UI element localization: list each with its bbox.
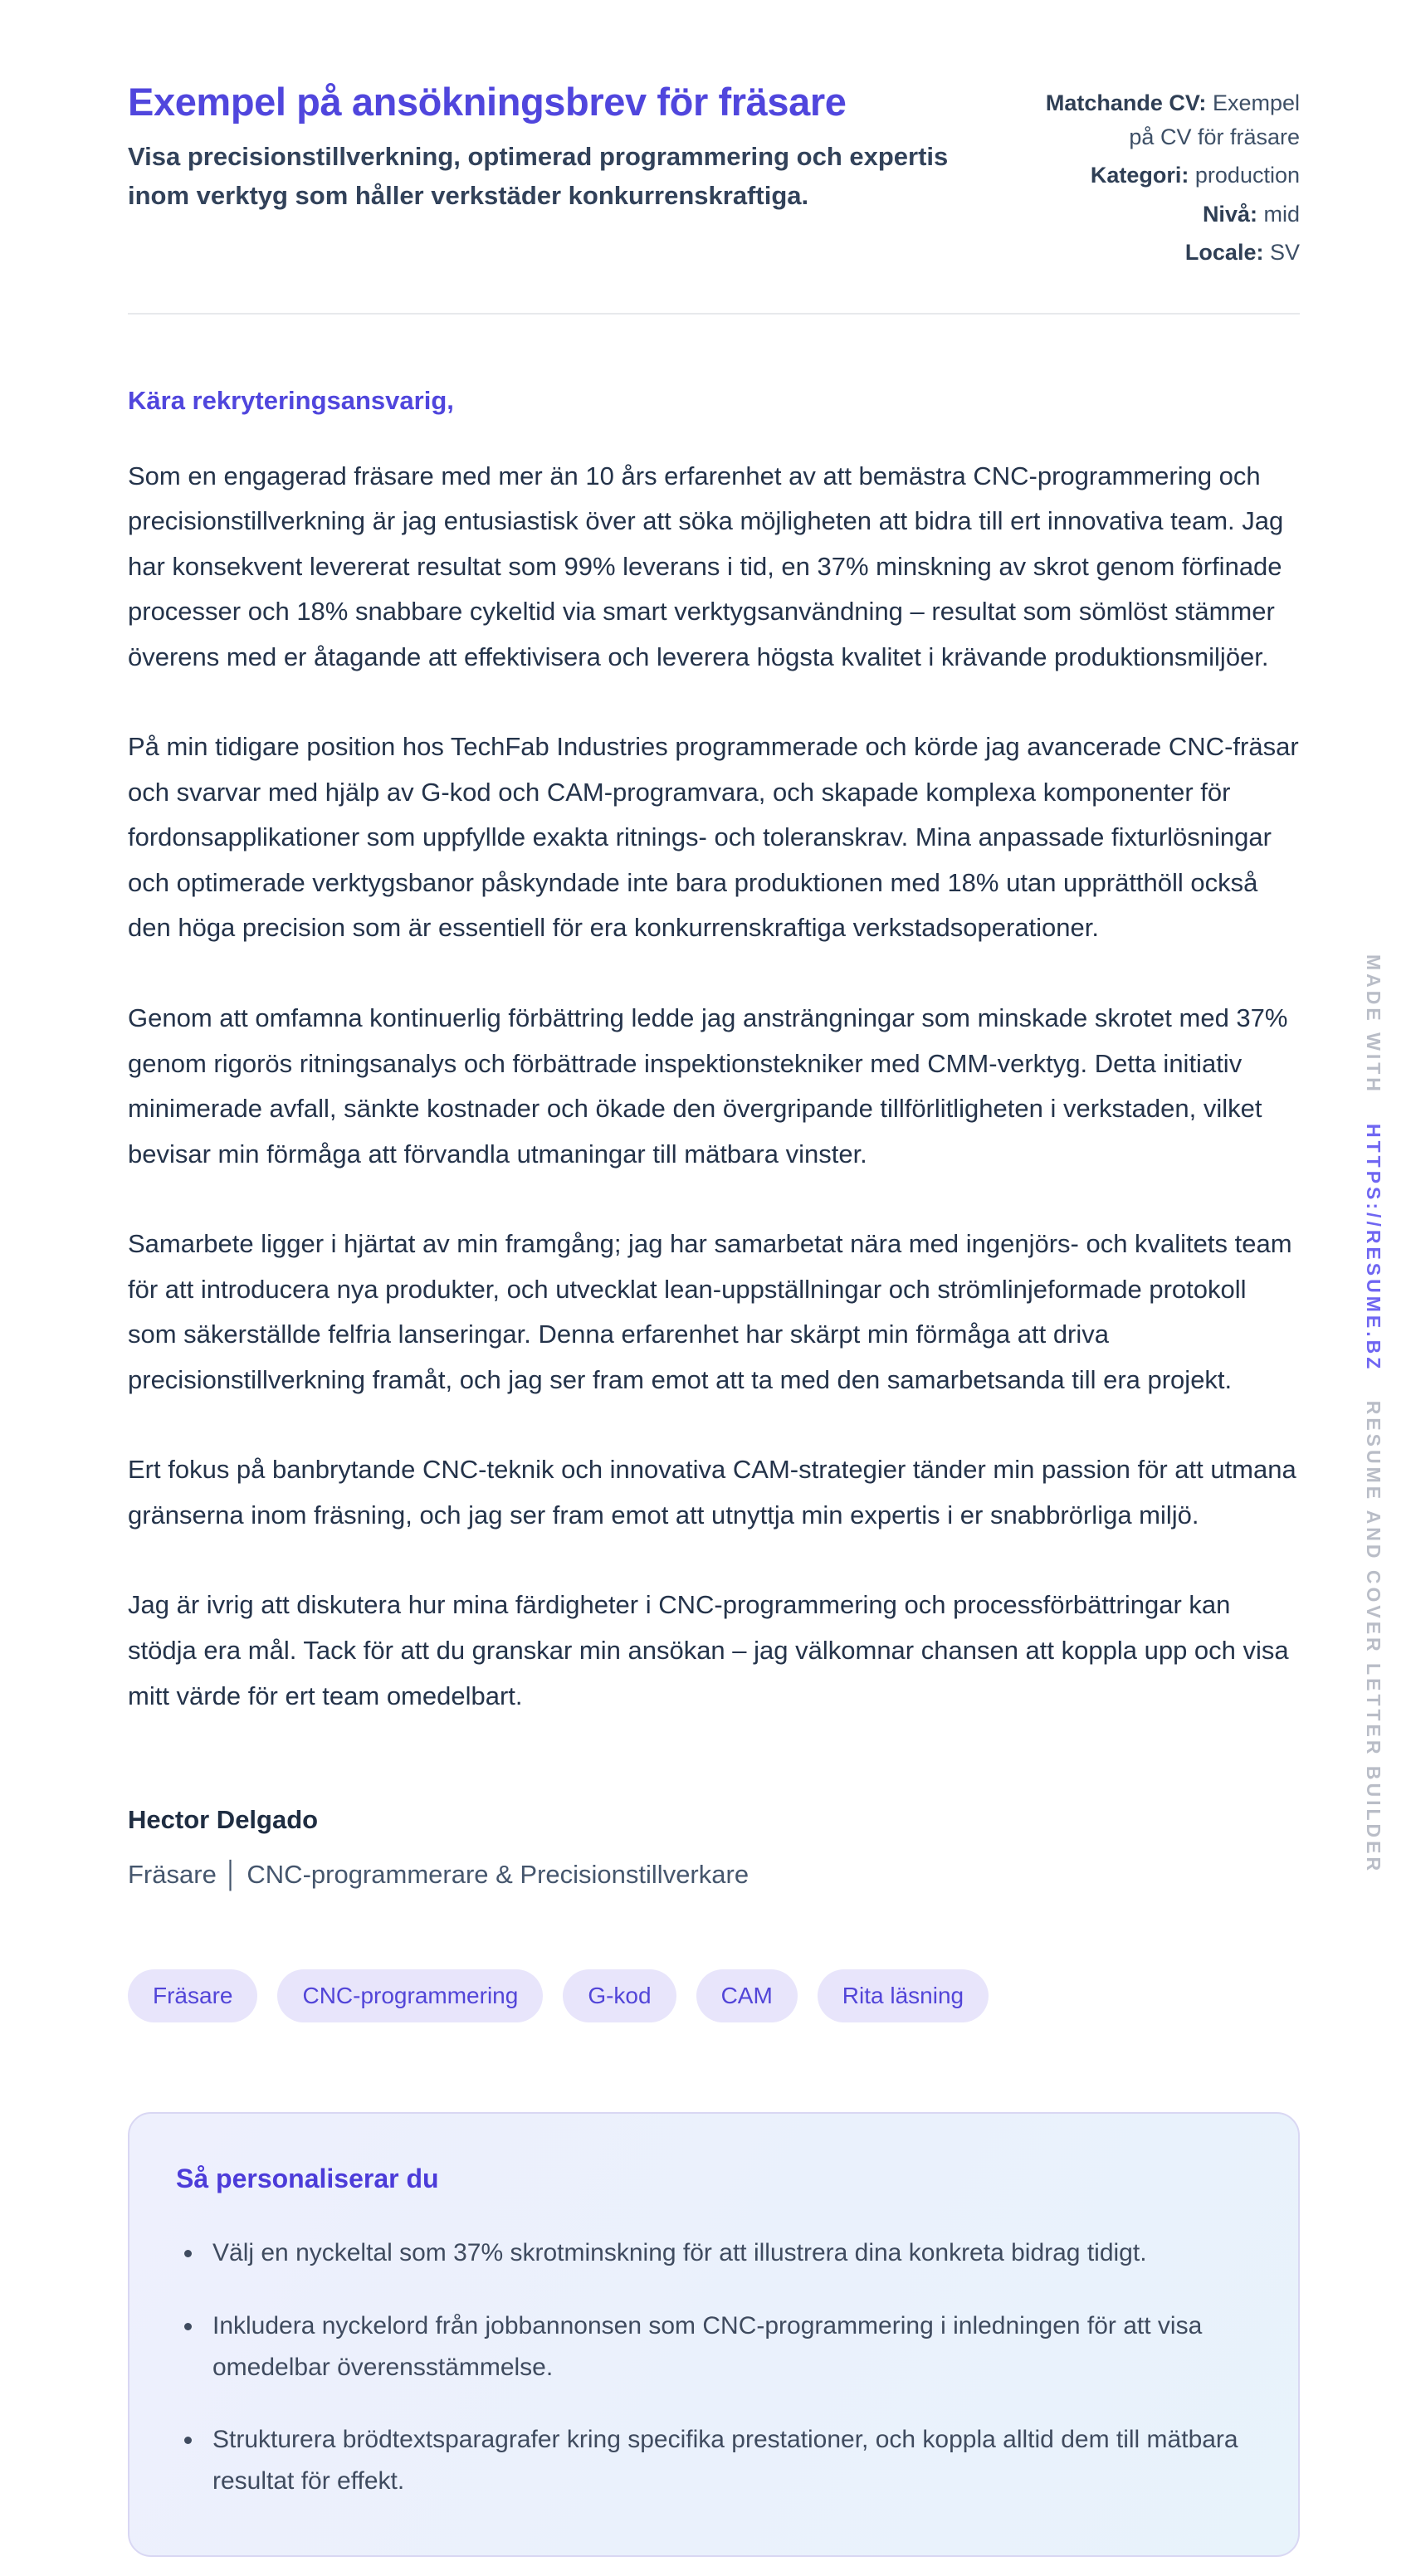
letter-paragraph: Som en engagerad fräsare med mer än 10 års erfarenhet av att bemästra CNC-programmering och precisionstillverkning är jag entusiastisk över att söka möjligheten att bidra till ert innovativa team. Jag har konsekvent levererat resultat som 99% leverans i tid, en 37% minskning av skrot genom förfinade processer och 18% snabbare cykeltid via smart verktygsanvändning – resultat som sömlöst stämmer överens med er åtagande att effektivisera och leverera högsta kvalitet i krävande produktionsmiljöer.: [128, 461, 1284, 671]
meta-matching-cv-value: Exempel på CV för fräsare: [1129, 90, 1300, 149]
meta-level-label: Nivå:: [1202, 201, 1257, 227]
signature-name: Hector Delgado: [128, 1805, 319, 1835]
meta-matching-cv: [1018, 86, 1300, 154]
skill-tag[interactable]: CAM: [696, 1969, 798, 2022]
tip-item: • Strukturera brödtextsparagrafer kring specifika prestationer, och koppla alltid dem till mätbara resultat för effekt.: [204, 2419, 1252, 2502]
skill-tag[interactable]: Fräsare: [128, 1969, 257, 2022]
meta-locale-value: SV: [1269, 240, 1300, 265]
cover-letter-body: [128, 386, 1300, 1891]
tips-heading: Så personaliserar du: [176, 2164, 439, 2194]
meta-level-value: mid: [1263, 201, 1300, 227]
skill-tag[interactable]: G-kod: [563, 1969, 676, 2022]
skill-tag[interactable]: Rita läsning: [818, 1969, 989, 2022]
header-divider: [128, 313, 1300, 315]
meta-panel: [1018, 86, 1300, 275]
signature-block: [128, 1805, 1300, 1890]
letter-greeting: Kära rekryteringsansvarig,: [128, 385, 454, 415]
meta-category: [1018, 159, 1300, 193]
meta-category-label: Kategori:: [1090, 163, 1189, 188]
letter-paragraph: Ert fokus på banbrytande CNC-teknik och innovativa CAM-strategier tänder min passion för att utmana gränserna inom fräsning, och jag ser fram emot att utnyttja min expertis i er snabbrörliga miljö.: [128, 1455, 1296, 1530]
letter-paragraph: Genom att omfamna kontinuerlig förbättring ledde jag ansträngningar som minskade skrotet med 37% genom rigorös ritningsanalys och förbättrade inspektionstekniker med CMM-verktyg. Detta initiativ minimerade avfall, sänkte kostnader och ökade den övergripande tillförlitligheten i verkstaden, vilket bevisar min förmåga att förvandla utmaningar till mätbara vinster.: [128, 1003, 1288, 1168]
meta-locale-label: Locale:: [1184, 240, 1264, 265]
page-title: Exempel på ansökningsbrev för fräsare: [128, 80, 847, 124]
meta-category-value: production: [1194, 163, 1300, 188]
tip-item: • Välj en nyckeltal som 37% skrotminskning för att illustrera dina konkreta bidrag tidigt.: [204, 2232, 1252, 2274]
tips-list: [176, 2232, 1252, 2502]
made-with-watermark: [1362, 954, 1384, 1874]
title-block: [128, 80, 978, 275]
page-header: [128, 80, 1300, 275]
tip-item: • Inkludera nyckelord från jobbannonsen som CNC-programmering i inledningen för att visa omedelbar överensstämmelse.: [204, 2305, 1252, 2388]
skill-tag[interactable]: CNC-programmering: [277, 1969, 543, 2022]
letter-paragraph: Samarbete ligger i hjärtat av min framgång; jag har samarbetat nära med ingenjörs- och kvalitets team för att introducera nya produkter, och utvecklat lean-uppställningar och strömlinjeformade protokoll som säkerställde felfria lanseringar. Denna erfarenhet har skärpt min förmåga att driva precisionstillverkning framåt, och jag ser fram emot att ta med den samarbetsanda till era projekt.: [128, 1229, 1292, 1394]
signature-role: Fräsare │ CNC-programmerare & Precisionstillverkare: [128, 1860, 749, 1890]
page-subtitle: Visa precisionstillverkning, optimerad programmering och expertis inom verktyg som håller verkstäder konkurrenskraftiga.: [128, 142, 949, 210]
skill-tag-list: [128, 1969, 1300, 2022]
watermark-prefix: MADE WITH: [1363, 954, 1384, 1095]
letter-paragraph: Jag är ivrig att diskutera hur mina färdigheter i CNC-programmering och processförbättringar kan stödja era mål. Tack för att du granskar min ansökan – jag välkomnar chansen att koppla upp och visa mitt värde för ert team omedelbart.: [128, 1590, 1289, 1710]
meta-level: [1018, 198, 1300, 232]
meta-locale: [1018, 236, 1300, 270]
personalization-tips-card: [128, 2112, 1300, 2557]
letter-paragraph: På min tidigare position hos TechFab Industries programmerade och körde jag avancerade CNC-fräsar och svarvar med hjälp av G-kod och CAM-programvara, och skapade komplexa komponenter för fordonsapplikationer som uppfyllde exakta ritnings- och toleranskrav. Mina anpassade fixturlösningar och optimerade verktygsbanor påskyndade inte bara produktionen med 18% utan upprätthöll också den höga precision som är essentiell för era konkurrenskraftiga verkstadsoperationer.: [128, 732, 1299, 943]
resume-bz-link[interactable]: HTTPS://RESUME.BZ: [1363, 1123, 1384, 1372]
meta-matching-cv-label: Matchande CV:: [1045, 90, 1207, 115]
watermark-suffix: RESUME AND COVER LETTER BUILDER: [1363, 1400, 1384, 1875]
